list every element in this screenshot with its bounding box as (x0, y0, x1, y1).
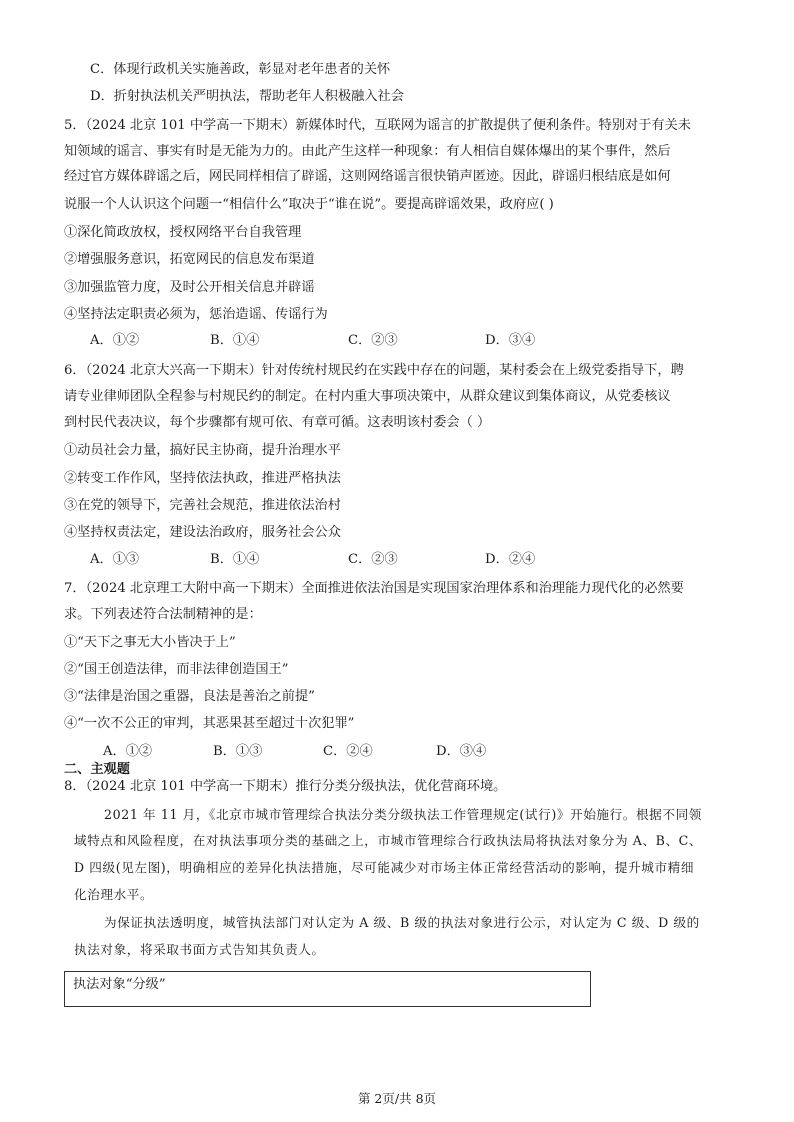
q6-option-b[interactable]: B．①④ (210, 552, 260, 567)
q8-figure-box (64, 971, 591, 1007)
q7-option-b[interactable]: B．①③ (213, 744, 263, 759)
q6-item-2: ②转变工作作风，坚持依法执政，推进严格执法 (64, 471, 341, 486)
q6-stem-line-3: 到村民代表决议，每个步骤都有规可依、有章可循。这表明该村委会（ ） (64, 415, 491, 430)
q5-item-4: ④坚持法定职责必须为，惩治造谣、传谣行为 (64, 307, 328, 322)
q6-option-d[interactable]: D．②④ (485, 552, 536, 567)
q5-option-b[interactable]: B．①④ (210, 333, 260, 348)
q7-option-a[interactable]: A．①② (103, 744, 153, 759)
q5-stem-line-3: 经过官方媒体辟谣之后，网民同样相信了辟谣，这则网络谣言很快销声匿迹。因此，辟谣归根结底是如何 (64, 169, 671, 184)
q5-option-d[interactable]: D．③④ (485, 333, 536, 348)
q8-figure-label: 执法对象“分级” (73, 977, 166, 992)
q6-stem-line-1: 6．（2024 北京大兴高一下期末）针对传统村规民约在实践中存在的问题，某村委会在上级党委指导下，聘 (64, 363, 684, 378)
q6-option-c[interactable]: C．②③ (348, 552, 398, 567)
q5-option-c[interactable]: C．②③ (348, 333, 398, 348)
q5-stem-line-2: 知领域的谣言、事实有时是无能为力的。由此产生这样一种现象：有人相信自媒体爆出的某个事件，然后 (64, 144, 671, 159)
q8-para1-line-1: 2021 年 11 月，《北京市城市管理综合执法分类分级执法工作管理规定(试行)》开始施行。根据不同领 (104, 807, 702, 822)
q5-stem-line-1: 5．（2024 北京 101 中学高一下期末）新媒体时代，互联网为谣言的扩散提供了便利条件。特别对于有关未 (64, 118, 691, 133)
page-number: 第 2页/共 8页 (357, 1091, 437, 1106)
q5-item-1: ①深化简政放权，授权网络平台自我管理 (64, 225, 302, 240)
q6-stem-line-2: 请专业律师团队全程参与村规民约的制定。在村内重大事项决策中，从群众建议到集体商议，从党委核议 (64, 389, 671, 404)
q5-option-a[interactable]: A．①② (90, 333, 140, 348)
q5-item-2: ②增强服务意识，拓宽网民的信息发布渠道 (64, 252, 315, 267)
q5-item-3: ③加强监管力度，及时公开相关信息并辟谣 (64, 280, 315, 295)
q4-option-d: D．折射执法机关严明执法，帮助老年人积极融入社会 (90, 89, 404, 104)
q8-para1-line-4: 化治理水平。 (74, 887, 154, 902)
q7-option-c[interactable]: C．②④ (323, 744, 373, 759)
q6-option-a[interactable]: A．①③ (90, 552, 140, 567)
q4-option-c: C．体现行政机关实施善政，彰显对老年患者的关怀 (90, 62, 391, 77)
q8-stem: 8．（2024 北京 101 中学高一下期末）推行分类分级执法，优化营商环境。 (64, 779, 507, 794)
q7-stem-line-2: 求。下列表述符合法制精神的是： (64, 607, 262, 622)
q6-item-1: ①动员社会力量，搞好民主协商，提升治理水平 (64, 443, 341, 458)
q7-option-d[interactable]: D．③④ (436, 744, 487, 759)
q7-stem-line-1: 7．（2024 北京理工大附中高一下期末）全面推进依法治国是实现国家治理体系和治理能力现代化的必然要 (64, 581, 684, 596)
q8-para1-line-2: 域特点和风险程度，在对执法事项分类的基础之上，市城市管理综合行政执法局将执法对象分为 A、B、C、 (74, 833, 703, 848)
section-title-subjective: 二、主观题 (64, 762, 130, 777)
q7-item-1: ①“天下之事无大小皆决于上” (64, 635, 236, 650)
q7-item-3: ③“法律是治国之重器，良法是善治之前提” (64, 689, 315, 704)
q6-item-3: ③在党的领导下，完善社会规范，推进依法治村 (64, 498, 341, 513)
q7-item-4: ④“一次不公正的审判，其恶果甚至超过十次犯罪” (64, 716, 355, 731)
q5-stem-line-4: 说服一个人认识这个问题一“相信什么”取决于“谁在说”。要提高辟谣效果，政府应( ) (64, 197, 554, 212)
q7-item-2: ②“国王创造法律，而非法律创造国王” (64, 662, 289, 677)
q8-para2-line-2: 执法对象，将采取书面方式告知其负责人。 (74, 942, 325, 957)
q6-item-4: ④坚持权责法定，建设法治政府，服务社会公众 (64, 525, 341, 540)
q8-para2-line-1: 为保证执法透明度，城管执法部门对认定为 A 级、B 级的执法对象进行公示，对认定为 C 级、D 级的 (104, 915, 700, 930)
q8-para1-line-3: D 四级(见左图)，明确相应的差异化执法措施，尽可能减少对市场主体正常经营活动的影响，提升城市精细 (74, 860, 695, 875)
